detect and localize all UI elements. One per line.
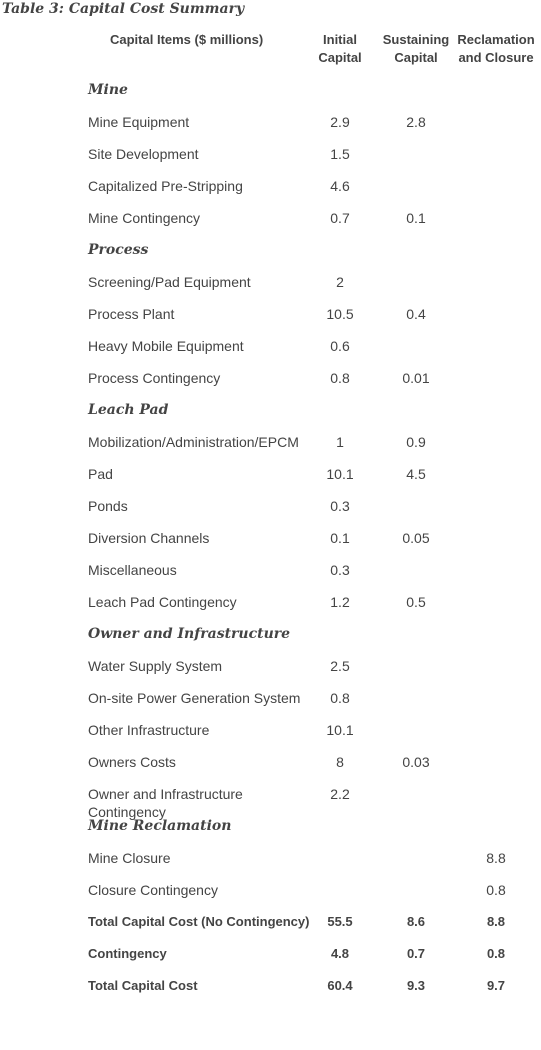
row-label: Process Contingency bbox=[88, 370, 221, 386]
section-heading-row bbox=[0, 817, 541, 849]
total-row bbox=[0, 977, 541, 1009]
reclamation-closure-cell: 9.7 bbox=[486, 978, 506, 993]
row-label: Mine Equipment bbox=[88, 114, 190, 130]
row-label: Owners Costs bbox=[88, 754, 176, 770]
initial-capital-cell: 0.7 bbox=[330, 210, 350, 226]
section-heading-row bbox=[0, 401, 541, 433]
row-label: Total Capital Cost bbox=[88, 978, 198, 993]
sustaining-capital-cell: 2.8 bbox=[406, 114, 426, 130]
sustaining-capital-cell: 4.5 bbox=[406, 466, 426, 482]
sustaining-capital-cell: 0.1 bbox=[406, 210, 426, 226]
table-row bbox=[0, 465, 541, 497]
header-capital-items: Capital Items ($ millions) bbox=[110, 32, 264, 47]
reclamation-closure-cell: 8.8 bbox=[486, 850, 506, 866]
header-reclamation-line2: and Closure bbox=[458, 50, 534, 65]
row-label: Ponds bbox=[88, 498, 128, 514]
initial-capital-cell: 4.8 bbox=[330, 946, 350, 961]
table-row bbox=[0, 337, 541, 369]
total-row bbox=[0, 945, 541, 977]
sustaining-capital-cell: 0.9 bbox=[406, 434, 426, 450]
row-label: Mine Contingency bbox=[88, 210, 201, 226]
table-row bbox=[0, 561, 541, 593]
row-label: Miscellaneous bbox=[88, 562, 177, 578]
row-label: On-site Power Generation System bbox=[88, 690, 301, 706]
initial-capital-cell: 0.3 bbox=[330, 562, 350, 578]
initial-capital-cell: 2.9 bbox=[330, 114, 350, 130]
table-row bbox=[0, 273, 541, 305]
initial-capital-cell: 10.1 bbox=[326, 722, 354, 738]
sustaining-capital-cell: 9.3 bbox=[406, 978, 426, 993]
row-label: Site Development bbox=[88, 146, 199, 162]
sustaining-capital-cell: 0.01 bbox=[402, 370, 430, 386]
row-label: Process Plant bbox=[88, 306, 175, 322]
row-label: Owner and Infrastructure Contingency bbox=[88, 786, 243, 820]
initial-capital-cell: 4.6 bbox=[330, 178, 350, 194]
sustaining-capital-cell: 0.4 bbox=[406, 306, 426, 322]
table-row bbox=[0, 657, 541, 689]
reclamation-closure-cell: 0.8 bbox=[486, 882, 506, 898]
header-sustaining-line1: Sustaining bbox=[382, 32, 450, 47]
table-caption: Table 3: Capital Cost Summary bbox=[2, 1, 245, 17]
row-label: Contingency bbox=[88, 946, 167, 961]
initial-capital-cell: 1 bbox=[336, 434, 344, 450]
section-heading: Leach Pad bbox=[88, 402, 169, 418]
initial-capital-cell: 2.5 bbox=[330, 658, 350, 674]
table-row bbox=[0, 881, 541, 913]
row-label: Other Infrastructure bbox=[88, 722, 210, 738]
table-row bbox=[0, 177, 541, 209]
table-row bbox=[0, 529, 541, 561]
row-label: Water Supply System bbox=[88, 658, 223, 674]
header-initial-line1: Initial bbox=[323, 32, 357, 47]
table-row bbox=[0, 145, 541, 177]
initial-capital-cell: 60.4 bbox=[327, 978, 353, 993]
table-row bbox=[0, 593, 541, 625]
table-row bbox=[0, 433, 541, 465]
row-label: Total Capital Cost (No Contingency) bbox=[88, 914, 310, 929]
initial-capital-cell: 8 bbox=[336, 754, 344, 770]
sustaining-capital-cell: 0.05 bbox=[402, 530, 430, 546]
section-heading-row bbox=[0, 241, 541, 273]
initial-capital-cell: 0.1 bbox=[330, 530, 350, 546]
sustaining-capital-cell: 0.5 bbox=[406, 594, 426, 610]
table-row bbox=[0, 369, 541, 401]
table-row bbox=[0, 497, 541, 529]
reclamation-closure-cell: 8.8 bbox=[486, 914, 506, 929]
row-label: Mobilization/Administration/EPCM bbox=[88, 434, 299, 450]
table-row bbox=[0, 113, 541, 145]
initial-capital-cell: 10.1 bbox=[326, 466, 354, 482]
initial-capital-cell: 0.6 bbox=[330, 338, 350, 354]
row-label: Heavy Mobile Equipment bbox=[88, 338, 244, 354]
header-initial-line2: Capital bbox=[318, 50, 362, 65]
row-label: Capitalized Pre-Stripping bbox=[88, 178, 243, 194]
row-label: Mine Closure bbox=[88, 850, 171, 866]
table-row bbox=[0, 721, 541, 753]
table-row bbox=[0, 849, 541, 881]
row-label: Diversion Channels bbox=[88, 530, 210, 546]
initial-capital-cell: 0.8 bbox=[330, 690, 350, 706]
reclamation-closure-cell: 0.8 bbox=[486, 946, 506, 961]
table-row bbox=[0, 305, 541, 337]
initial-capital-cell: 2.2 bbox=[330, 786, 350, 802]
row-label: Leach Pad Contingency bbox=[88, 594, 237, 610]
table-row bbox=[0, 209, 541, 241]
initial-capital-cell: 1.5 bbox=[330, 146, 350, 162]
table-row bbox=[0, 689, 541, 721]
sustaining-capital-cell: 0.03 bbox=[402, 754, 430, 770]
header-sustaining-line2: Capital bbox=[394, 50, 438, 65]
header-reclamation-line1: Reclamation bbox=[457, 32, 535, 47]
initial-capital-cell: 1.2 bbox=[330, 594, 350, 610]
section-heading-row bbox=[0, 81, 541, 113]
total-row bbox=[0, 913, 541, 945]
row-label: Screening/Pad Equipment bbox=[88, 274, 251, 290]
initial-capital-cell: 10.5 bbox=[326, 306, 354, 322]
section-heading: Process bbox=[88, 242, 149, 258]
initial-capital-cell: 0.8 bbox=[330, 370, 350, 386]
row-label: Closure Contingency bbox=[88, 882, 218, 898]
row-label: Pad bbox=[88, 466, 113, 482]
table-row bbox=[0, 753, 541, 785]
initial-capital-cell: 55.5 bbox=[327, 914, 353, 929]
section-heading-row bbox=[0, 625, 541, 657]
table-row bbox=[0, 785, 541, 820]
initial-capital-cell: 2 bbox=[336, 274, 344, 290]
section-heading: Mine Reclamation bbox=[88, 818, 232, 834]
section-heading: Mine bbox=[88, 82, 128, 98]
section-heading: Owner and Infrastructure bbox=[88, 626, 291, 642]
sustaining-capital-cell: 8.6 bbox=[406, 914, 426, 929]
initial-capital-cell: 0.3 bbox=[330, 498, 350, 514]
sustaining-capital-cell: 0.7 bbox=[406, 946, 426, 961]
